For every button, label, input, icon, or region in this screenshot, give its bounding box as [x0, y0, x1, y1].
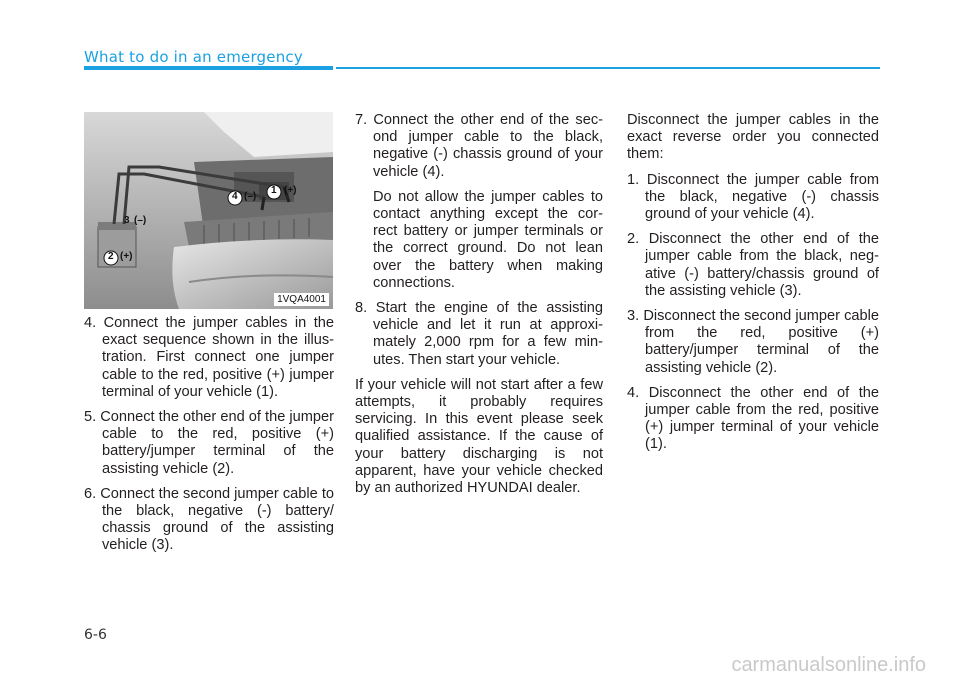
section-header: What to do in an emergency: [84, 48, 303, 66]
figure-code: 1VQA4001: [274, 293, 329, 306]
step-7-note: Do not allow the jumper cables to contact anything except the cor-rect battery or jumper terminals or the correct ground. Do not lean over the battery when making connections.: [373, 188, 603, 291]
callout-4-sign: (–): [244, 191, 257, 202]
header-rule-thin: [336, 67, 880, 69]
callout-3-number: 3: [124, 215, 130, 226]
step-4: 4. Connect the jumper cables in the exact sequence shown in the illus-tration. First connect one jumper cable to the red, positive (+) jumper terminal of your vehicle (1).: [84, 315, 334, 400]
right-column: [627, 112, 879, 462]
disconnect-step-4: 4. Disconnect the other end of the jumper cable from the red, positive (+) jumper terminal of your vehicle (1).: [627, 384, 879, 453]
step-7-block: [355, 112, 603, 292]
callout-4-number: 4: [232, 191, 238, 202]
callout-2-sign: (+): [120, 251, 133, 262]
engine-bay-drawing: [84, 112, 333, 309]
callout-2-number: 2: [108, 251, 114, 262]
step-6: 6. Connect the second jumper cable to the black, negative (-) battery/ chassis ground of the assisting vehicle (3).: [84, 485, 334, 554]
watermark: carmanualsonline.info: [731, 654, 926, 676]
no-start-paragraph: If your vehicle will not start after a few attempts, it probably requires servicing. In this event please seek qualified assistance. If the cause of your battery discharging is not apparent, have your vehicle checked by an authorized HYUNDAI dealer.: [355, 376, 603, 497]
callout-1-number: 1: [271, 185, 277, 196]
disconnect-step-1: 1. Disconnect the jumper cable from the black, negative (-) chassis ground of your vehicle (4).: [627, 171, 879, 223]
step-8: 8. Start the engine of the assisting vehicle and let it run at approxi-mately 2,000 rpm for a few min-utes. Then start your vehicle.: [355, 300, 603, 368]
middle-column: [355, 112, 603, 505]
step-7: 7. Connect the other end of the sec-ond jumper cable to the black, negative (-) chassis ground of your vehicle (4).: [355, 112, 603, 180]
header-rule-thick: [84, 66, 333, 70]
disconnect-step-2: 2. Disconnect the other end of the jumper cable from the black, neg-ative (-) battery/chassis ground of the assisting vehicle (3).: [627, 231, 879, 299]
step-5: 5. Connect the other end of the jumper cable to the red, positive (+) battery/jumper terminal of the assisting vehicle (2).: [84, 409, 334, 477]
disconnect-intro: Disconnect the jumper cables in the exact reverse order you connected them:: [627, 112, 879, 163]
callout-1-sign: (+): [284, 185, 297, 196]
disconnect-step-3: 3. Disconnect the second jumper cable from the red, positive (+) battery/jumper terminal of the assisting vehicle (2).: [627, 308, 879, 376]
jump-start-illustration: [84, 112, 333, 309]
left-column: [84, 315, 334, 563]
callout-3-sign: (–): [134, 215, 147, 226]
page-number: 6-6: [84, 627, 107, 643]
